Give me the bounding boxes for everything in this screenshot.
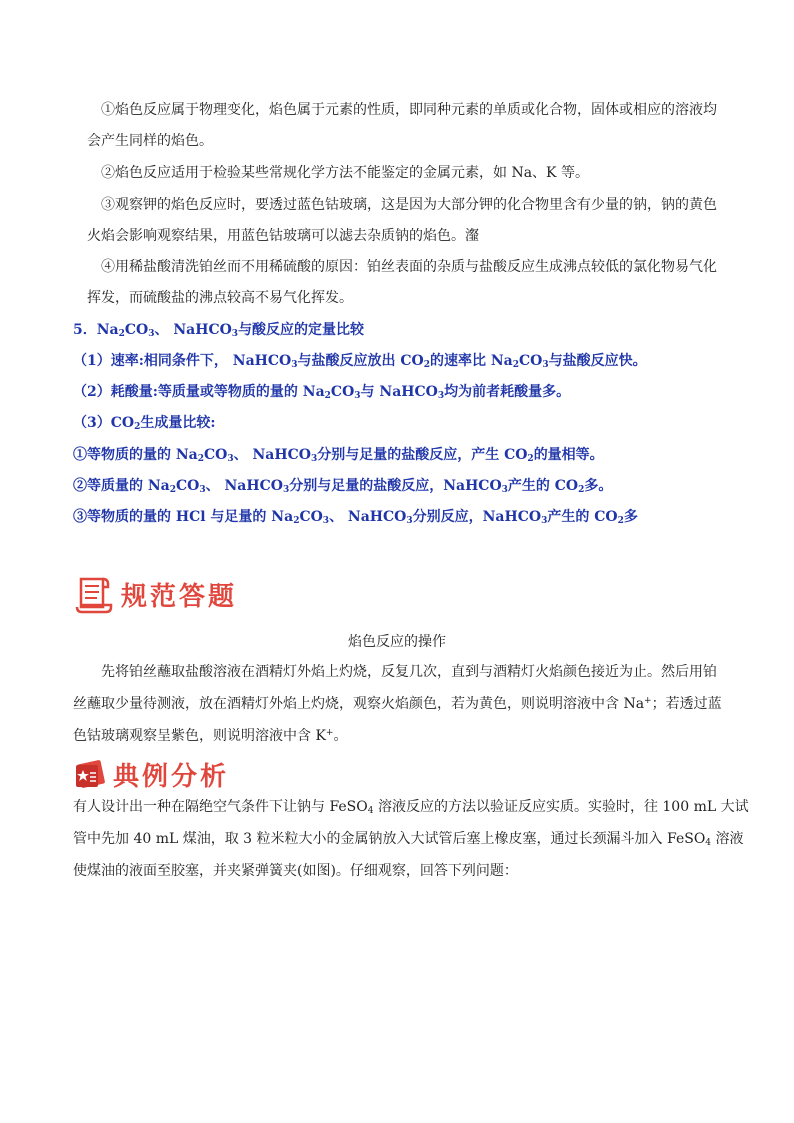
flame-test-title: 焰色反应的操作 <box>348 634 446 650</box>
co2-item-2: ②等质量的 $Na_2CO_3$、 NaHCO$_3$分别与足量的盐酸反应，NaHCO$_3$产生的 $CO_2$多。 <box>73 478 613 495</box>
dianli-heading <box>73 753 229 795</box>
book-star-icon <box>73 757 107 791</box>
acid-consumption: （2）耗酸量:等质量或等物质的量的 $Na_2CO_3$与 NaHCO$_3$均为前者耗酸量多。 <box>73 384 571 401</box>
flame-test-line-1: 先将铂丝蘸取盐酸溶液在酒精灯外焰上灼烧，反复几次，直到与酒精灯火焰颜色接近为止。然后用铂 <box>101 664 717 680</box>
dianli-heading-text: 典例分析 <box>113 761 230 792</box>
note-1-line-2: 会产生同样的焰色。 <box>87 133 213 149</box>
co2-item-3: ③等物质的量的 HCl 与足量的 $Na_2CO_3$、 NaHCO$_3$分别反应，NaHCO$_3$产生的 $CO_2$多 <box>73 509 638 526</box>
example-line-2: 管中先加 40 mL 煤油，取 3 粒米粒大小的金属钠放入大试管后塞上橡皮塞，通过长颈漏斗加入 FeSO$_4$ 溶液 <box>73 831 744 848</box>
scroll-icon <box>73 573 115 615</box>
note-3-line-2: 火焰会影响观察结果，用蓝色钴玻璃可以滤去杂质钠的焰色。瀣 <box>87 228 479 244</box>
note-4-line-2: 挥发，而硫酸盐的沸点较高不易气化挥发。 <box>87 290 353 306</box>
example-line-3: 使煤油的液面至胶塞，并夹紧弹簧夹(如图)。仔细观察，回答下列问题： <box>73 863 518 879</box>
note-2: ②焰色反应适用于检验某些常规化学方法不能鉴定的金属元素，如 Na、K 等。 <box>101 165 589 181</box>
co2-item-1: ①等物质的量的 $Na_2CO_3$、 NaHCO$_3$分别与足量的盐酸反应，产生 $CO_2$的量相等。 <box>73 447 604 464</box>
co2-amount-title: $(3)CO_2$生成量比较: <box>73 415 216 432</box>
rate-comparison: （1）速率:相同条件下， NaHCO$_3$与盐酸反应放出 $CO_2$的速率比 $Na_2CO_3$与盐酸反应快。 <box>73 353 647 370</box>
section-5-title: 5．$Na_2CO_3$、 NaHCO$_3$与酸反应的定量比较 <box>73 322 365 339</box>
note-1-line-1: ①焰色反应属于物理变化，焰色属于元素的性质，即同种元素的单质或化合物，固体或相应的溶液均 <box>101 102 717 118</box>
example-line-1: 有人设计出一种在隔绝空气条件下让钠与 FeSO$_4$ 溶液反应的方法以验证反应实质。实验时，往 100 mL 大试 <box>73 799 749 816</box>
guifan-heading-text: 规范答题 <box>121 581 238 612</box>
guifan-heading <box>73 573 237 615</box>
flame-test-line-3: 色钴玻璃观察呈紫色，则说明溶液中含 K+。 <box>73 728 348 744</box>
note-3-line-1: ③观察钾的焰色反应时，要透过蓝色钴玻璃，这是因为大部分钾的化合物里含有少量的钠，钠的黄色 <box>101 197 717 213</box>
note-4-line-1: ④用稀盐酸清洗铂丝而不用稀硫酸的原因：铂丝表面的杂质与盐酸反应生成沸点较低的氯化物易气化 <box>101 259 717 275</box>
flame-test-line-2: 丝蘸取少量待测液，放在酒精灯外焰上灼烧，观察火焰颜色，若为黄色，则说明溶液中含 Na+；若透过蓝 <box>73 696 722 712</box>
